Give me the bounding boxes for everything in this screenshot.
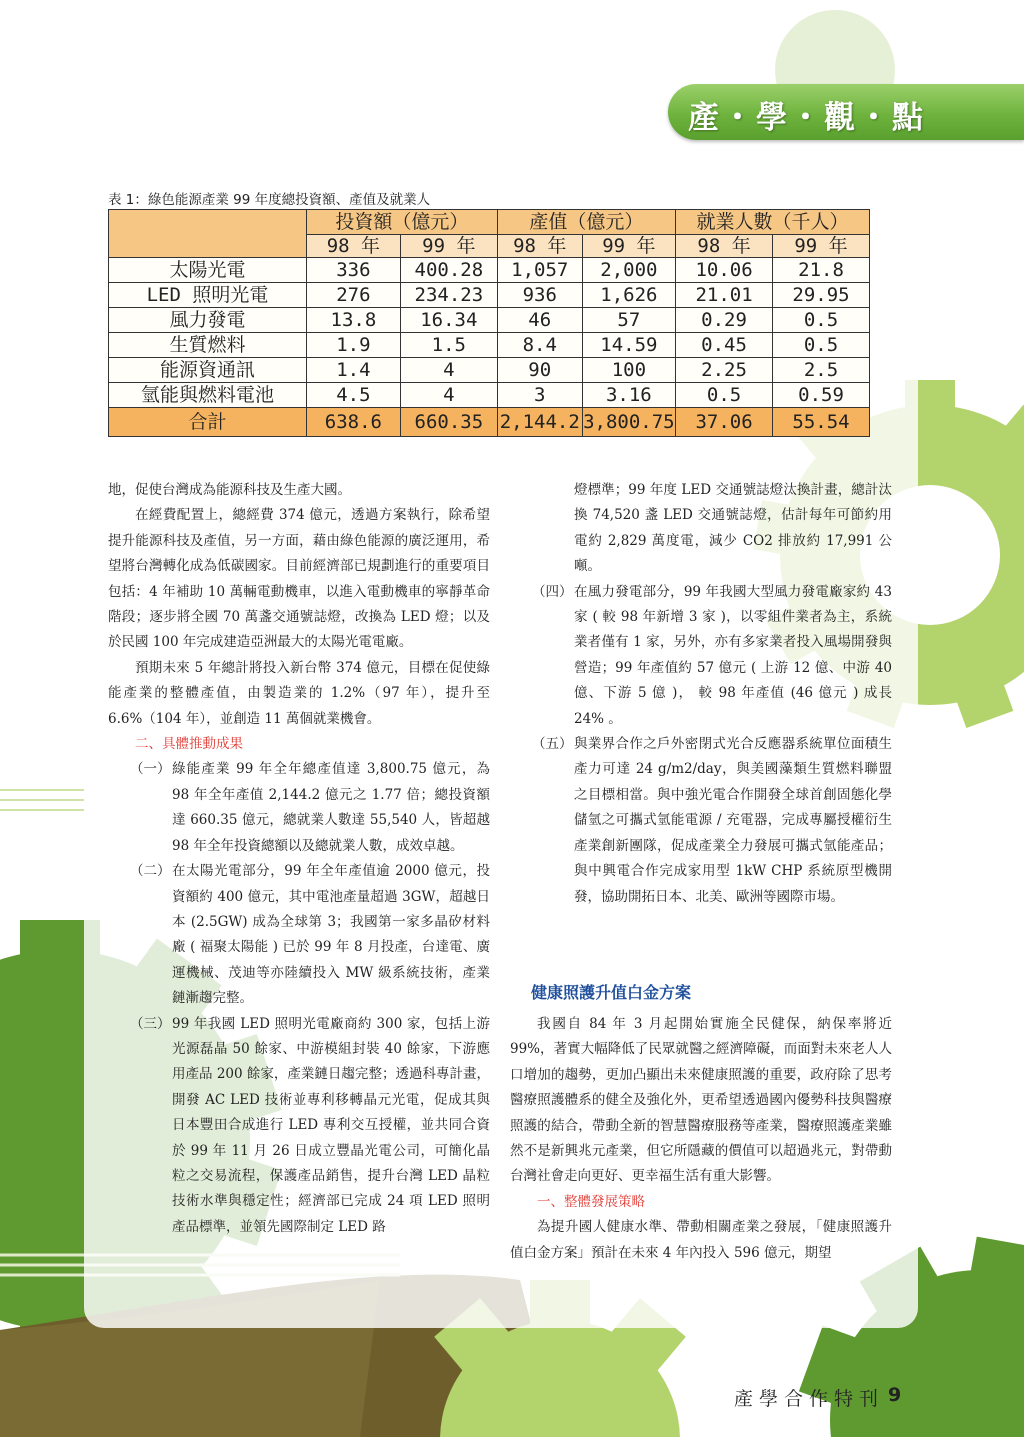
total-cell: 3,800.75	[582, 408, 675, 437]
table-cell: 4.5	[306, 383, 400, 408]
paragraph: 為提升國人健康水準、帶動相關產業之發展，「健康照護升值白金方案」預計在未來 4 年內投入 596 億元，期望	[510, 1219, 892, 1261]
subheading: 一、整體發展策略	[537, 1193, 645, 1210]
table-cell: 1.9	[306, 333, 400, 358]
list-item-text: 在太陽光電部分，99 年全年產值逾 2000 億元，投資額約 400 億元，其中電池產量超過 3GW，超越日本 (2.5GW) 成為全球第 3；我國第一家多晶矽材料廠 ( 福聚太陽能 ) 已於 99 年 8 月投產，台達電、廣運機械、茂迪等亦陸續投入 MW 級系統技術，產業鏈漸趨完整。	[172, 863, 490, 1007]
list-item-text: 在風力發電部分，99 年我國大型風力發電廠家約 43 家 ( 較 98 年新增 3 家 )，以零組件業者為主，系統業者僅有 1 家，另外，亦有多家業者投入風場開發與營造；99 年產值約 57 億元 ( 上游 12 億、中游 40 億、下游 5 億 )， 較 98 年產值 (46 億元 ) 成長 24% 。	[574, 583, 892, 727]
table-cell: 2.25	[676, 358, 773, 383]
section-badge-title: 產・學・觀・點	[688, 100, 926, 136]
table-cell: 0.5	[676, 383, 773, 408]
total-cell: 638.6	[306, 408, 400, 437]
paragraph: 預期未來 5 年總計將投入新台幣 374 億元，目標在促使綠能產業的整體產值，由製造業的 1.2%（97 年），提升至 6.6%（104 年），並創造 11 萬個就業機會。	[108, 659, 490, 727]
table-corner-cell	[109, 210, 307, 258]
list-item	[108, 757, 490, 859]
table-cell: 46	[497, 308, 582, 333]
total-cell: 37.06	[676, 408, 773, 437]
table-cell: 16.34	[400, 308, 497, 333]
table-group-header: 投資額（億元）	[306, 210, 497, 235]
table-cell: 1.4	[306, 358, 400, 383]
table-row	[109, 308, 870, 333]
total-cell: 55.54	[773, 408, 870, 437]
table-cell: 936	[497, 283, 582, 308]
right-column	[510, 478, 892, 910]
table-row	[109, 358, 870, 383]
table-cell: 10.06	[676, 258, 773, 283]
table-cell: 336	[306, 258, 400, 283]
table-cell: 8.4	[497, 333, 582, 358]
row-label: 能源資通訊	[109, 358, 307, 383]
table-cell: 21.8	[773, 258, 870, 283]
table-cell: 0.59	[773, 383, 870, 408]
section-badge	[668, 84, 1024, 140]
subheading: 二、具體推動成果	[135, 736, 243, 753]
row-label: 太陽光電	[109, 258, 307, 283]
list-item-label: （一）	[130, 761, 171, 778]
table-row	[109, 258, 870, 283]
table-row	[109, 383, 870, 408]
table-cell: 29.95	[773, 283, 870, 308]
table-cell: 3.16	[582, 383, 675, 408]
row-label: 生質燃料	[109, 333, 307, 358]
row-label: 氫能與燃料電池	[109, 383, 307, 408]
table-cell: 400.28	[400, 258, 497, 283]
list-item-label: （二）	[130, 863, 171, 880]
table-cell: 1,057	[497, 258, 582, 283]
list-item-text: 與業界合作之戶外密閉式光合反應器系統單位面積生產力可達 24 g/m2/day，與美國藻類生質燃料聯盟之目標相當。與中強光電合作開發全球首創固態化學儲氫之可攜式氫能電源 / 充電器，完成專屬授權衍生產業創新團隊，促成產業全力發展可攜式氫能產品；與中興電合作完成家用型 1kW CHP 系統原型機開發，協助開拓日本、北美、歐洲等國際市場。	[574, 736, 892, 905]
table-row	[109, 283, 870, 308]
row-label: 風力發電	[109, 308, 307, 333]
magazine-name: 產學合作特刊	[733, 1388, 884, 1410]
table-group-header: 就業人數（千人）	[676, 210, 870, 235]
list-item-continuation	[510, 478, 892, 580]
table-cell: 57	[582, 308, 675, 333]
table-cell: 13.8	[306, 308, 400, 333]
table-cell: 14.59	[582, 333, 675, 358]
row-label: LED 照明光電	[109, 283, 307, 308]
total-cell: 2,144.2	[497, 408, 582, 437]
table-cell: 0.45	[676, 333, 773, 358]
table-cell: 21.01	[676, 283, 773, 308]
list-item-text: 99 年我國 LED 照明光電廠商約 300 家，包括上游光源磊晶 50 餘家、中游模組封裝 40 餘家，下游應用產品 200 餘家，產業鏈日趨完整；透過科專計畫，開發 AC LED 技術並專利移轉晶元光電，促成其與日本豐田合成進行 LED 專利交互授權，並共同合資於 99 年 11 月 26 日成立豐晶光電公司，可簡化晶粒之交易流程，保護產品銷售，提升台灣 LED 晶粒技術水準與穩定性；經濟部已完成 24 項 LED 照明產品標準，並領先國際制定 LED 路	[172, 1015, 490, 1235]
table-cell: 90	[497, 358, 582, 383]
table-cell: 0.5	[773, 308, 870, 333]
table-year-header: 99 年	[773, 235, 870, 258]
total-label: 合計	[109, 408, 307, 437]
left-column	[108, 478, 490, 1240]
list-item-text: 綠能產業 99 年全年總產值達 3,800.75 億元，為 98 年全年產值 2,144.2 億元之 1.77 倍；總投資額達 660.35 億元，總就業人數達 55,540 人，皆超越 98 年全年投資總額以及總就業人數，成效卓越。	[172, 761, 490, 854]
table-cell: 1.5	[400, 333, 497, 358]
table-cell: 1,626	[582, 283, 675, 308]
section-title: 健康照護升值白金方案	[531, 983, 692, 1002]
table-cell: 4	[400, 358, 497, 383]
list-item-label: （三）	[130, 1015, 171, 1032]
list-item-text: 燈標準；99 年度 LED 交通號誌燈汰換計畫，總計汰換 74,520 盞 LED 交通號誌燈，估計每年可節約用電約 2,829 萬度電，減少 CO2 排放約 17,991 公噸。	[574, 482, 892, 575]
table-total-row	[109, 408, 870, 437]
table-year-header: 98 年	[497, 235, 582, 258]
table-cell: 3	[497, 383, 582, 408]
table-cell: 276	[306, 283, 400, 308]
paragraph: 地，促使台灣成為能源科技及生產大國。	[108, 482, 351, 498]
table-cell: 2.5	[773, 358, 870, 383]
list-item-label: （四）	[532, 583, 573, 600]
total-cell: 660.35	[400, 408, 497, 437]
list-item	[108, 859, 490, 1011]
list-item-label: （五）	[532, 736, 573, 753]
paragraph: 在經費配置上，總經費 374 億元，透過方案執行，除希望提升能源科技及產值，另一方面，藉由綠色能源的廣泛運用，希望將台灣轉化成為低碳國家。目前經濟部已規劃進行的重要項目包括：4 年補助 10 萬輛電動機車，以進入電動機車的寧靜革命階段；逐步將全國 70 萬盞交通號誌燈，改換為 LED 燈；以及於民國 100 年完成建造亞洲最大的太陽光電電廠。	[108, 507, 490, 651]
table-cell: 100	[582, 358, 675, 383]
table-caption: 表 1：綠色能源產業 99 年度總投資額、產值及就業人	[108, 192, 431, 208]
table-cell: 2,000	[582, 258, 675, 283]
table-group-header: 產值（億元）	[497, 210, 675, 235]
table-cell: 234.23	[400, 283, 497, 308]
energy-table	[108, 209, 870, 437]
table-year-header: 99 年	[400, 235, 497, 258]
list-item	[510, 580, 892, 732]
table-header-row	[109, 210, 870, 235]
paragraph: 我國自 84 年 3 月起開始實施全民健保，納保率將近 99%，著實大幅降低了民眾就醫之經濟障礙，而面對未來老人人口增加的趨勢，更加凸顯出未來健康照護的重要，政府除了思考醫療照護體系的健全及強化外，更希望透過國內優勢科技與醫療照護的結合，帶動全新的智慧醫療服務等產業，醫療照護產業雖然不是新興兆元產業，但它所隱藏的價值可以超過兆元，對帶動台灣社會走向更好、更幸福生活有重大影響。	[510, 1016, 892, 1185]
table-cell: 0.29	[676, 308, 773, 333]
table-cell: 0.5	[773, 333, 870, 358]
table-row	[109, 333, 870, 358]
table-cell: 4	[400, 383, 497, 408]
table-year-header: 99 年	[582, 235, 675, 258]
table-year-header: 98 年	[676, 235, 773, 258]
list-item	[510, 732, 892, 910]
page-number: 9	[888, 1384, 902, 1406]
list-item	[108, 1012, 490, 1241]
right-column-lower	[510, 1012, 892, 1266]
table-year-header: 98 年	[306, 235, 400, 258]
